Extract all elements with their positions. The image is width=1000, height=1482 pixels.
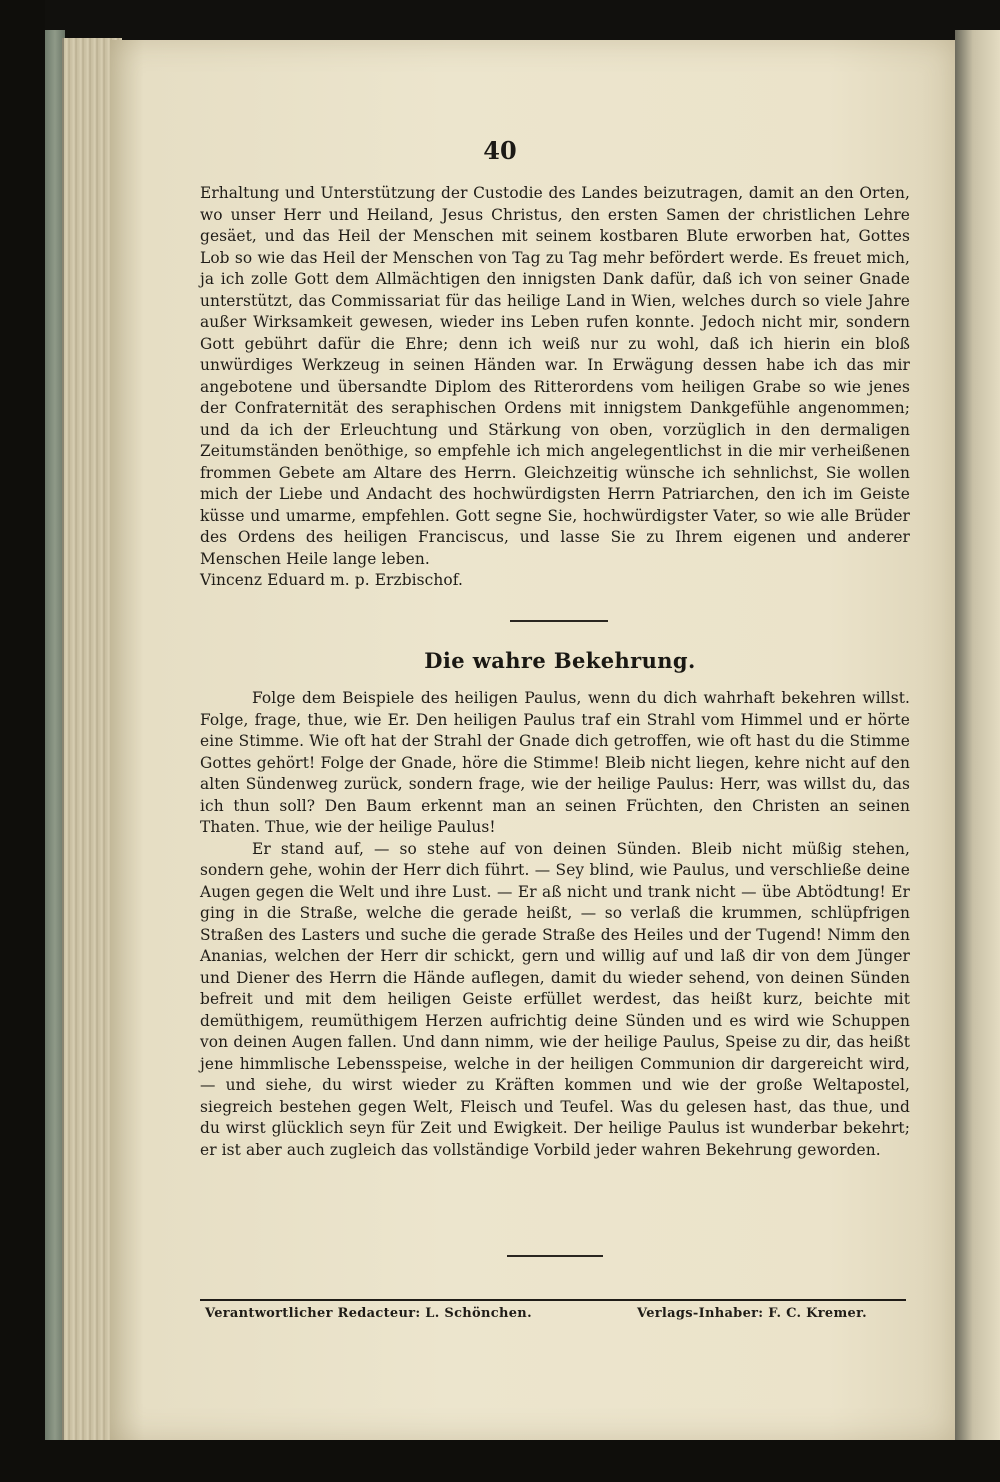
footer-publisher: Verlags-Inhaber: F. C. Kremer. bbox=[637, 1306, 867, 1321]
article-text-block bbox=[200, 688, 910, 1161]
footer-rule bbox=[200, 1299, 906, 1301]
end-divider bbox=[507, 1255, 603, 1257]
letter-signature: Vincenz Eduard m. p. Erzbischof. bbox=[200, 571, 464, 589]
letter-paragraph: Erhaltung und Unterstützung der Custodie des Landes beizutragen, damit an den Orten, wo unser Herr und Heiland, Jesus Christus, den ersten Samen der christlichen Lehre gesäet, und das Heil der Menschen mit seinem kostbaren Blute erworben hat, Gottes Lob so wie das Heil der Menschen von Tag zu Tag mehr befördert werde. Es freuet mich, ja ich zolle Gott dem Allmächtigen den innigsten Dank dafür, daß ich von seiner Gnade unterstützt, das Commissariat für das heilige Land in Wien, welches durch so viele Jahre außer Wirksamkeit gewesen, wieder ins Leben rufen konnte. Jedoch nicht mir, sondern Gott gebührt dafür die Ehre; denn ich weiß nur zu wohl, daß ich hierin ein bloß unwürdiges Werkzeug in seinen Händen war. In Erwägung dessen habe ich das mir angebotene und übersandte Diplom des Ritterordens vom heiligen Grabe so wie jenes der Confraternität des seraphischen Ordens mit innigstem Dankgefühle angenommen; und da ich der Erleuchtung und Stärkung von oben, vorzüglich in den dermaligen Zeitumständen benöthige, so empfehle ich mich angelegentlichst in die mir verheißenen frommen Gebete am Altare des Herrn. Gleichzeitig wünsche ich sehnlichst, Sie wollen mich der Liebe und Andacht des hochwürdigsten Herrn Patriarchen, den ich im Geiste küsse und umarme, empfehlen. Gott segne Sie, hochwürdigster Vater, so wie alle Brüder des Ordens des heiligen Franciscus, und lasse Sie zu Ihrem eigenen und anderer Menschen Heile lange leben. bbox=[200, 184, 910, 568]
article-paragraph: Er stand auf, — so stehe auf von deinen Sünden. Bleib nicht müßig stehen, sondern gehe, wohin der Herr dich führt. — Sey blind, wie Paulus, und verschließe deine Augen gegen die Welt und ihre Lust. — Er aß nicht und trank nicht — übe Abtödtung! Er ging in die Straße, welche die gerade heißt, — so verlaß die krummen, schlüpfrigen Straßen des Lasters und suche die gerade Straße des Heiles und der Tugend! Nimm den Ananias, welchen der Herr dir schickt, gern und willig auf und laß dir von dem Jünger und Diener des Herrn die Hände auflegen, damit du wieder sehend, von deinen Sünden befreit und mit dem heiligen Geiste erfüllet werdest, das heißt kurz, beichte mit demüthigem, reumüthigem Herzen aufrichtig deine Sünden und es wird wie Schuppen von deinen Augen fallen. Und dann nimm, wie der heilige Paulus, Speise zu dir, das heißt jene himmlische Lebensspeise, welche in der heiligen Communion dir dargereicht wird, — und siehe, du wirst wieder zu Kräften kommen und wie der große Weltapostel, siegreich bestehen gegen Welt, Fleisch und Teufel. Was du gelesen hast, das thue, und du wirst glücklich seyn für Zeit und Ewigkeit. Der heilige Paulus ist wunderbar bekehrt; er ist aber auch zugleich das vollständige Vorbild jeder wahren Bekehrung geworden. bbox=[200, 839, 910, 1159]
article-paragraph: Folge dem Beispiele des heiligen Paulus, wenn du dich wahrhaft bekehren willst. Folge, frage, thue, wie Er. Den heiligen Paulus traf ein Strahl vom Himmel und er hörte eine Stimme. Wie oft hat der Strahl der Gnade dich getroffen, wie oft hast du die Stimme Gottes gehört! Folge der Gnade, höre die Stimme! Bleib nicht liegen, kehre nicht auf den alten Sündenweg zurück, sondern frage, wie der heilige Paulus: Herr, was willst du, das ich thun soll? Den Baum erkennt man an seinen Früchten, den Christen an seinen Thaten. Thue, wie der heilige Paulus! bbox=[200, 689, 910, 836]
footer-editor: Verantwortlicher Redacteur: L. Schönchen. bbox=[205, 1306, 532, 1321]
facing-page-edge bbox=[955, 30, 1000, 1450]
section-divider bbox=[510, 620, 608, 622]
page-number: 40 bbox=[483, 136, 517, 165]
article-heading: Die wahre Bekehrung. bbox=[424, 648, 696, 673]
scan-border-top bbox=[0, 0, 1000, 40]
letter-text-block bbox=[200, 183, 910, 592]
scan-border-left bbox=[0, 0, 45, 1482]
scan-border-bottom bbox=[0, 1440, 1000, 1482]
